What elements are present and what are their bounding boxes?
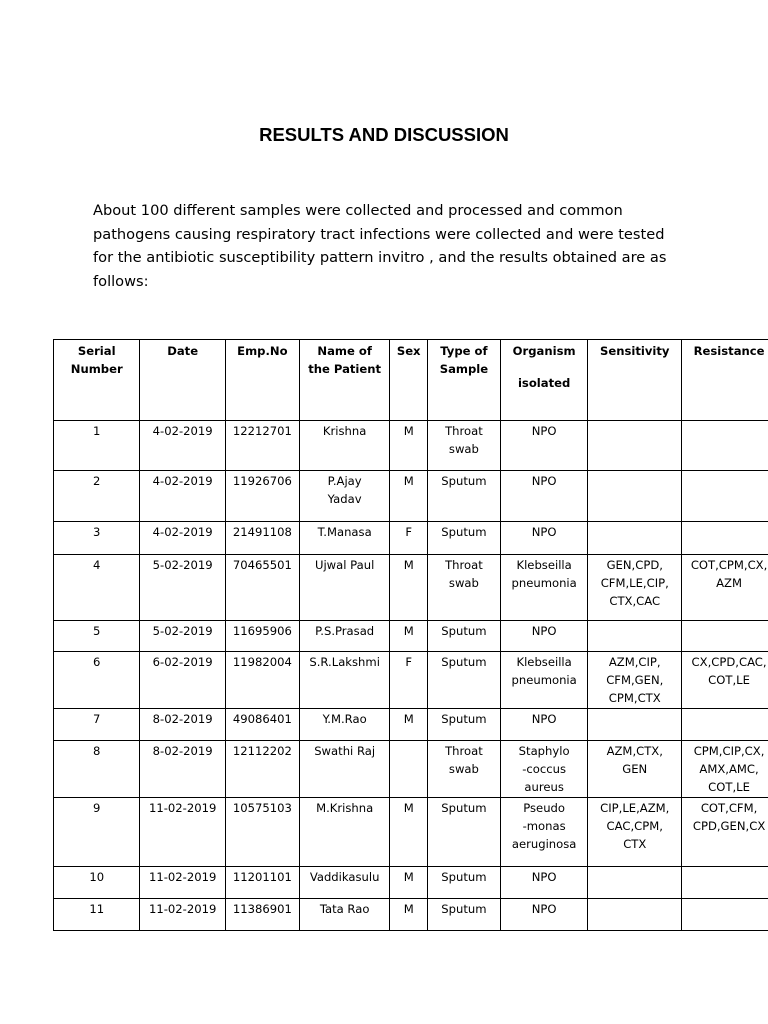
cell-sample-type (427, 471, 500, 522)
cell-resistance-line: CPD,GEN,CX (692, 819, 766, 833)
cell-emp-no: 70465501 (225, 555, 299, 621)
cell-resistance-line: COT,CFM, (700, 801, 758, 815)
cell-sensitivity (588, 555, 682, 621)
cell-organism (500, 798, 588, 867)
cell-sample-type-line: Throat (445, 558, 483, 572)
cell-date: 11-02-2019 (140, 798, 225, 867)
cell-date: 5-02-2019 (140, 555, 225, 621)
table-row (54, 867, 768, 899)
table-body (54, 421, 768, 931)
cell-serial: 9 (54, 798, 140, 867)
cell-patient-name (299, 867, 390, 899)
cell-organism-line: aureus (524, 780, 564, 794)
cell-sensitivity (588, 421, 682, 471)
cell-sensitivity-line: AZM,CTX, (606, 744, 663, 758)
cell-emp-no: 12212701 (225, 421, 299, 471)
cell-sensitivity-line: GEN,CPD, (606, 558, 663, 572)
cell-serial: 8 (54, 741, 140, 798)
cell-organism-line: -monas (522, 819, 566, 833)
cell-resistance (682, 471, 768, 522)
cell-organism-line: Pseudo (523, 801, 565, 815)
cell-resistance (682, 652, 768, 709)
cell-patient-name (299, 471, 390, 522)
cell-sensitivity-line: CIP,LE,AZM, (600, 801, 670, 815)
cell-sensitivity (588, 652, 682, 709)
table-row (54, 899, 768, 931)
cell-resistance-line: CPM,CIP,CX, (693, 744, 765, 758)
intro-line: pathogens causing respiratory tract infections were collected and were tested (93, 225, 665, 243)
cell-date: 5-02-2019 (140, 621, 225, 652)
cell-resistance (682, 741, 768, 798)
cell-organism-line: Staphylo (518, 744, 570, 758)
page-title: RESULTS AND DISCUSSION (259, 124, 509, 145)
cell-organism (500, 867, 588, 899)
cell-resistance-line: AMX,AMC, (699, 762, 759, 776)
header-text: Emp.No (237, 344, 288, 358)
cell-resistance (682, 621, 768, 652)
cell-sensitivity-line: CAC,CPM, (606, 819, 663, 833)
cell-organism (500, 522, 588, 555)
cell-sample-type-line: swab (448, 762, 479, 776)
cell-organism (500, 741, 588, 798)
cell-sample-type (427, 709, 500, 741)
cell-resistance (682, 555, 768, 621)
cell-sample-type-line: swab (448, 576, 479, 590)
cell-sex: M (390, 421, 428, 471)
cell-patient-name-line: Swathi Raj (314, 744, 376, 758)
cell-serial: 4 (54, 555, 140, 621)
header-text: Serial (77, 344, 116, 358)
cell-patient-name-line: Yadav (327, 492, 362, 506)
header-text: Organism (512, 344, 576, 358)
cell-resistance (682, 798, 768, 867)
cell-serial: 2 (54, 471, 140, 522)
header-text: Sensitivity (600, 344, 670, 358)
cell-organism (500, 555, 588, 621)
cell-organism-line: pneumonia (511, 576, 577, 590)
cell-emp-no: 11982004 (225, 652, 299, 709)
cell-sample-type-line: Sputum (441, 870, 487, 884)
cell-sample-type (427, 798, 500, 867)
table-row (54, 471, 768, 522)
cell-sensitivity-line: AZM,CIP, (608, 655, 661, 669)
header-serial-number (54, 340, 140, 421)
cell-sensitivity (588, 471, 682, 522)
cell-sensitivity (588, 899, 682, 931)
cell-emp-no: 11695906 (225, 621, 299, 652)
header-text: Type of (440, 344, 488, 358)
cell-organism-line: NPO (531, 712, 557, 726)
cell-patient-name-line: Vaddikasulu (309, 870, 380, 884)
header-text: Sample (439, 362, 489, 376)
cell-date: 11-02-2019 (140, 867, 225, 899)
cell-date: 11-02-2019 (140, 899, 225, 931)
cell-sex: M (390, 899, 428, 931)
cell-organism (500, 899, 588, 931)
cell-emp-no: 21491108 (225, 522, 299, 555)
cell-organism-line: Klebseilla (516, 655, 572, 669)
cell-serial: 3 (54, 522, 140, 555)
cell-emp-no: 10575103 (225, 798, 299, 867)
cell-sex: M (390, 555, 428, 621)
header-emp-no (225, 340, 299, 421)
table-row (54, 798, 768, 867)
cell-organism (500, 621, 588, 652)
cell-organism-line: -coccus (522, 762, 567, 776)
cell-patient-name-line: Y.M.Rao (322, 712, 367, 726)
cell-resistance (682, 867, 768, 899)
cell-patient-name (299, 522, 390, 555)
cell-organism-line: NPO (531, 902, 557, 916)
cell-serial: 7 (54, 709, 140, 741)
header-text: Resistance (693, 344, 765, 358)
cell-sensitivity-line: CPM,CTX (608, 691, 661, 705)
cell-patient-name-line: P.S.Prasad (315, 624, 375, 638)
header-text: Name of (317, 344, 372, 358)
cell-emp-no: 49086401 (225, 709, 299, 741)
cell-date: 4-02-2019 (140, 471, 225, 522)
cell-sample-type (427, 899, 500, 931)
cell-patient-name-line: Tata Rao (319, 902, 370, 916)
cell-sample-type-line: Sputum (441, 624, 487, 638)
cell-sensitivity-line: CFM,LE,CIP, (600, 576, 669, 590)
cell-emp-no: 12112202 (225, 741, 299, 798)
cell-serial: 10 (54, 867, 140, 899)
cell-sample-type-line: Sputum (441, 712, 487, 726)
cell-date: 6-02-2019 (140, 652, 225, 709)
header-organism (500, 340, 588, 421)
cell-resistance-line: AZM (716, 576, 742, 590)
cell-sample-type (427, 621, 500, 652)
header-text: Date (167, 344, 199, 358)
cell-emp-no: 11201101 (225, 867, 299, 899)
cell-date: 4-02-2019 (140, 421, 225, 471)
cell-sample-type (427, 652, 500, 709)
cell-patient-name (299, 899, 390, 931)
cell-patient-name (299, 741, 390, 798)
cell-sex: F (390, 652, 428, 709)
cell-patient-name-line: Krishna (322, 424, 367, 438)
cell-organism-line: NPO (531, 525, 557, 539)
intro-line: follows: (93, 272, 149, 290)
results-table (53, 339, 768, 931)
cell-emp-no: 11926706 (225, 471, 299, 522)
cell-patient-name-line: S.R.Lakshmi (309, 655, 380, 669)
cell-sex: M (390, 867, 428, 899)
cell-patient-name-line: Ujwal Paul (314, 558, 375, 572)
cell-serial: 1 (54, 421, 140, 471)
cell-organism-line: NPO (531, 424, 557, 438)
cell-resistance (682, 522, 768, 555)
cell-organism-line: NPO (531, 870, 557, 884)
cell-resistance (682, 899, 768, 931)
cell-sex: M (390, 798, 428, 867)
header-sex (390, 340, 428, 421)
cell-resistance (682, 421, 768, 471)
header-date (140, 340, 225, 421)
cell-sample-type (427, 421, 500, 471)
cell-sensitivity-line: CTX,CAC (609, 594, 661, 608)
cell-date: 8-02-2019 (140, 741, 225, 798)
cell-sensitivity (588, 709, 682, 741)
cell-patient-name-line: P.Ajay (327, 474, 362, 488)
intro-paragraph (93, 199, 693, 293)
header-sensitivity (588, 340, 682, 421)
cell-resistance-line: CX,CPD,CAC, (691, 655, 767, 669)
cell-sample-type-line: Sputum (441, 801, 487, 815)
table-row (54, 421, 768, 471)
cell-organism-line: aeruginosa (511, 837, 577, 851)
header-text: Sex (396, 344, 421, 358)
cell-sample-type-line: swab (448, 442, 479, 456)
cell-sample-type-line: Throat (445, 424, 483, 438)
cell-patient-name (299, 652, 390, 709)
cell-serial: 11 (54, 899, 140, 931)
cell-sample-type-line: Sputum (441, 525, 487, 539)
table-header-row (54, 340, 768, 421)
cell-sample-type-line: Sputum (441, 474, 487, 488)
cell-sample-type (427, 867, 500, 899)
header-patient-name (299, 340, 390, 421)
cell-sensitivity (588, 798, 682, 867)
cell-patient-name (299, 555, 390, 621)
cell-sample-type-line: Sputum (441, 655, 487, 669)
cell-sex (390, 741, 428, 798)
cell-sex: F (390, 522, 428, 555)
cell-patient-name (299, 709, 390, 741)
cell-emp-no: 11386901 (225, 899, 299, 931)
cell-sample-type-line: Throat (445, 744, 483, 758)
cell-organism-line: NPO (531, 624, 557, 638)
table-row (54, 652, 768, 709)
cell-sensitivity (588, 867, 682, 899)
cell-patient-name (299, 621, 390, 652)
cell-organism (500, 709, 588, 741)
cell-resistance-line: COT,LE (708, 780, 750, 794)
cell-sample-type (427, 555, 500, 621)
cell-organism (500, 421, 588, 471)
header-text: Number (70, 362, 123, 376)
table-row (54, 621, 768, 652)
cell-organism (500, 652, 588, 709)
cell-organism (500, 471, 588, 522)
cell-sex: M (390, 471, 428, 522)
cell-sensitivity-line: CFM,GEN, (606, 673, 664, 687)
cell-patient-name-line: T.Manasa (317, 525, 372, 539)
cell-serial: 6 (54, 652, 140, 709)
cell-patient-name-line: M.Krishna (316, 801, 374, 815)
cell-sample-type (427, 522, 500, 555)
cell-sensitivity-line: GEN (622, 762, 648, 776)
cell-date: 8-02-2019 (140, 709, 225, 741)
table-row (54, 709, 768, 741)
cell-date: 4-02-2019 (140, 522, 225, 555)
header-text: isolated (517, 376, 571, 390)
header-resistance (682, 340, 768, 421)
header-sample-type (427, 340, 500, 421)
cell-sample-type (427, 741, 500, 798)
table-row (54, 522, 768, 555)
cell-serial: 5 (54, 621, 140, 652)
cell-resistance (682, 709, 768, 741)
cell-resistance-line: COT,LE (708, 673, 750, 687)
cell-patient-name (299, 421, 390, 471)
cell-sex: M (390, 621, 428, 652)
cell-organism-line: pneumonia (511, 673, 577, 687)
cell-patient-name (299, 798, 390, 867)
table-row (54, 555, 768, 621)
intro-line: for the antibiotic susceptibility pattern invitro , and the results obtained are as (93, 249, 667, 267)
table-row (54, 741, 768, 798)
cell-sex: M (390, 709, 428, 741)
cell-sensitivity-line: CTX (623, 837, 647, 851)
intro-line: About 100 different samples were collected and processed and common (93, 202, 623, 219)
cell-organism-line: NPO (531, 474, 557, 488)
cell-sample-type-line: Sputum (441, 902, 487, 916)
cell-sensitivity (588, 741, 682, 798)
cell-sensitivity (588, 522, 682, 555)
header-text: the Patient (308, 362, 382, 376)
cell-sensitivity (588, 621, 682, 652)
cell-resistance-line: COT,CPM,CX, (690, 558, 768, 572)
cell-organism-line: Klebseilla (516, 558, 572, 572)
